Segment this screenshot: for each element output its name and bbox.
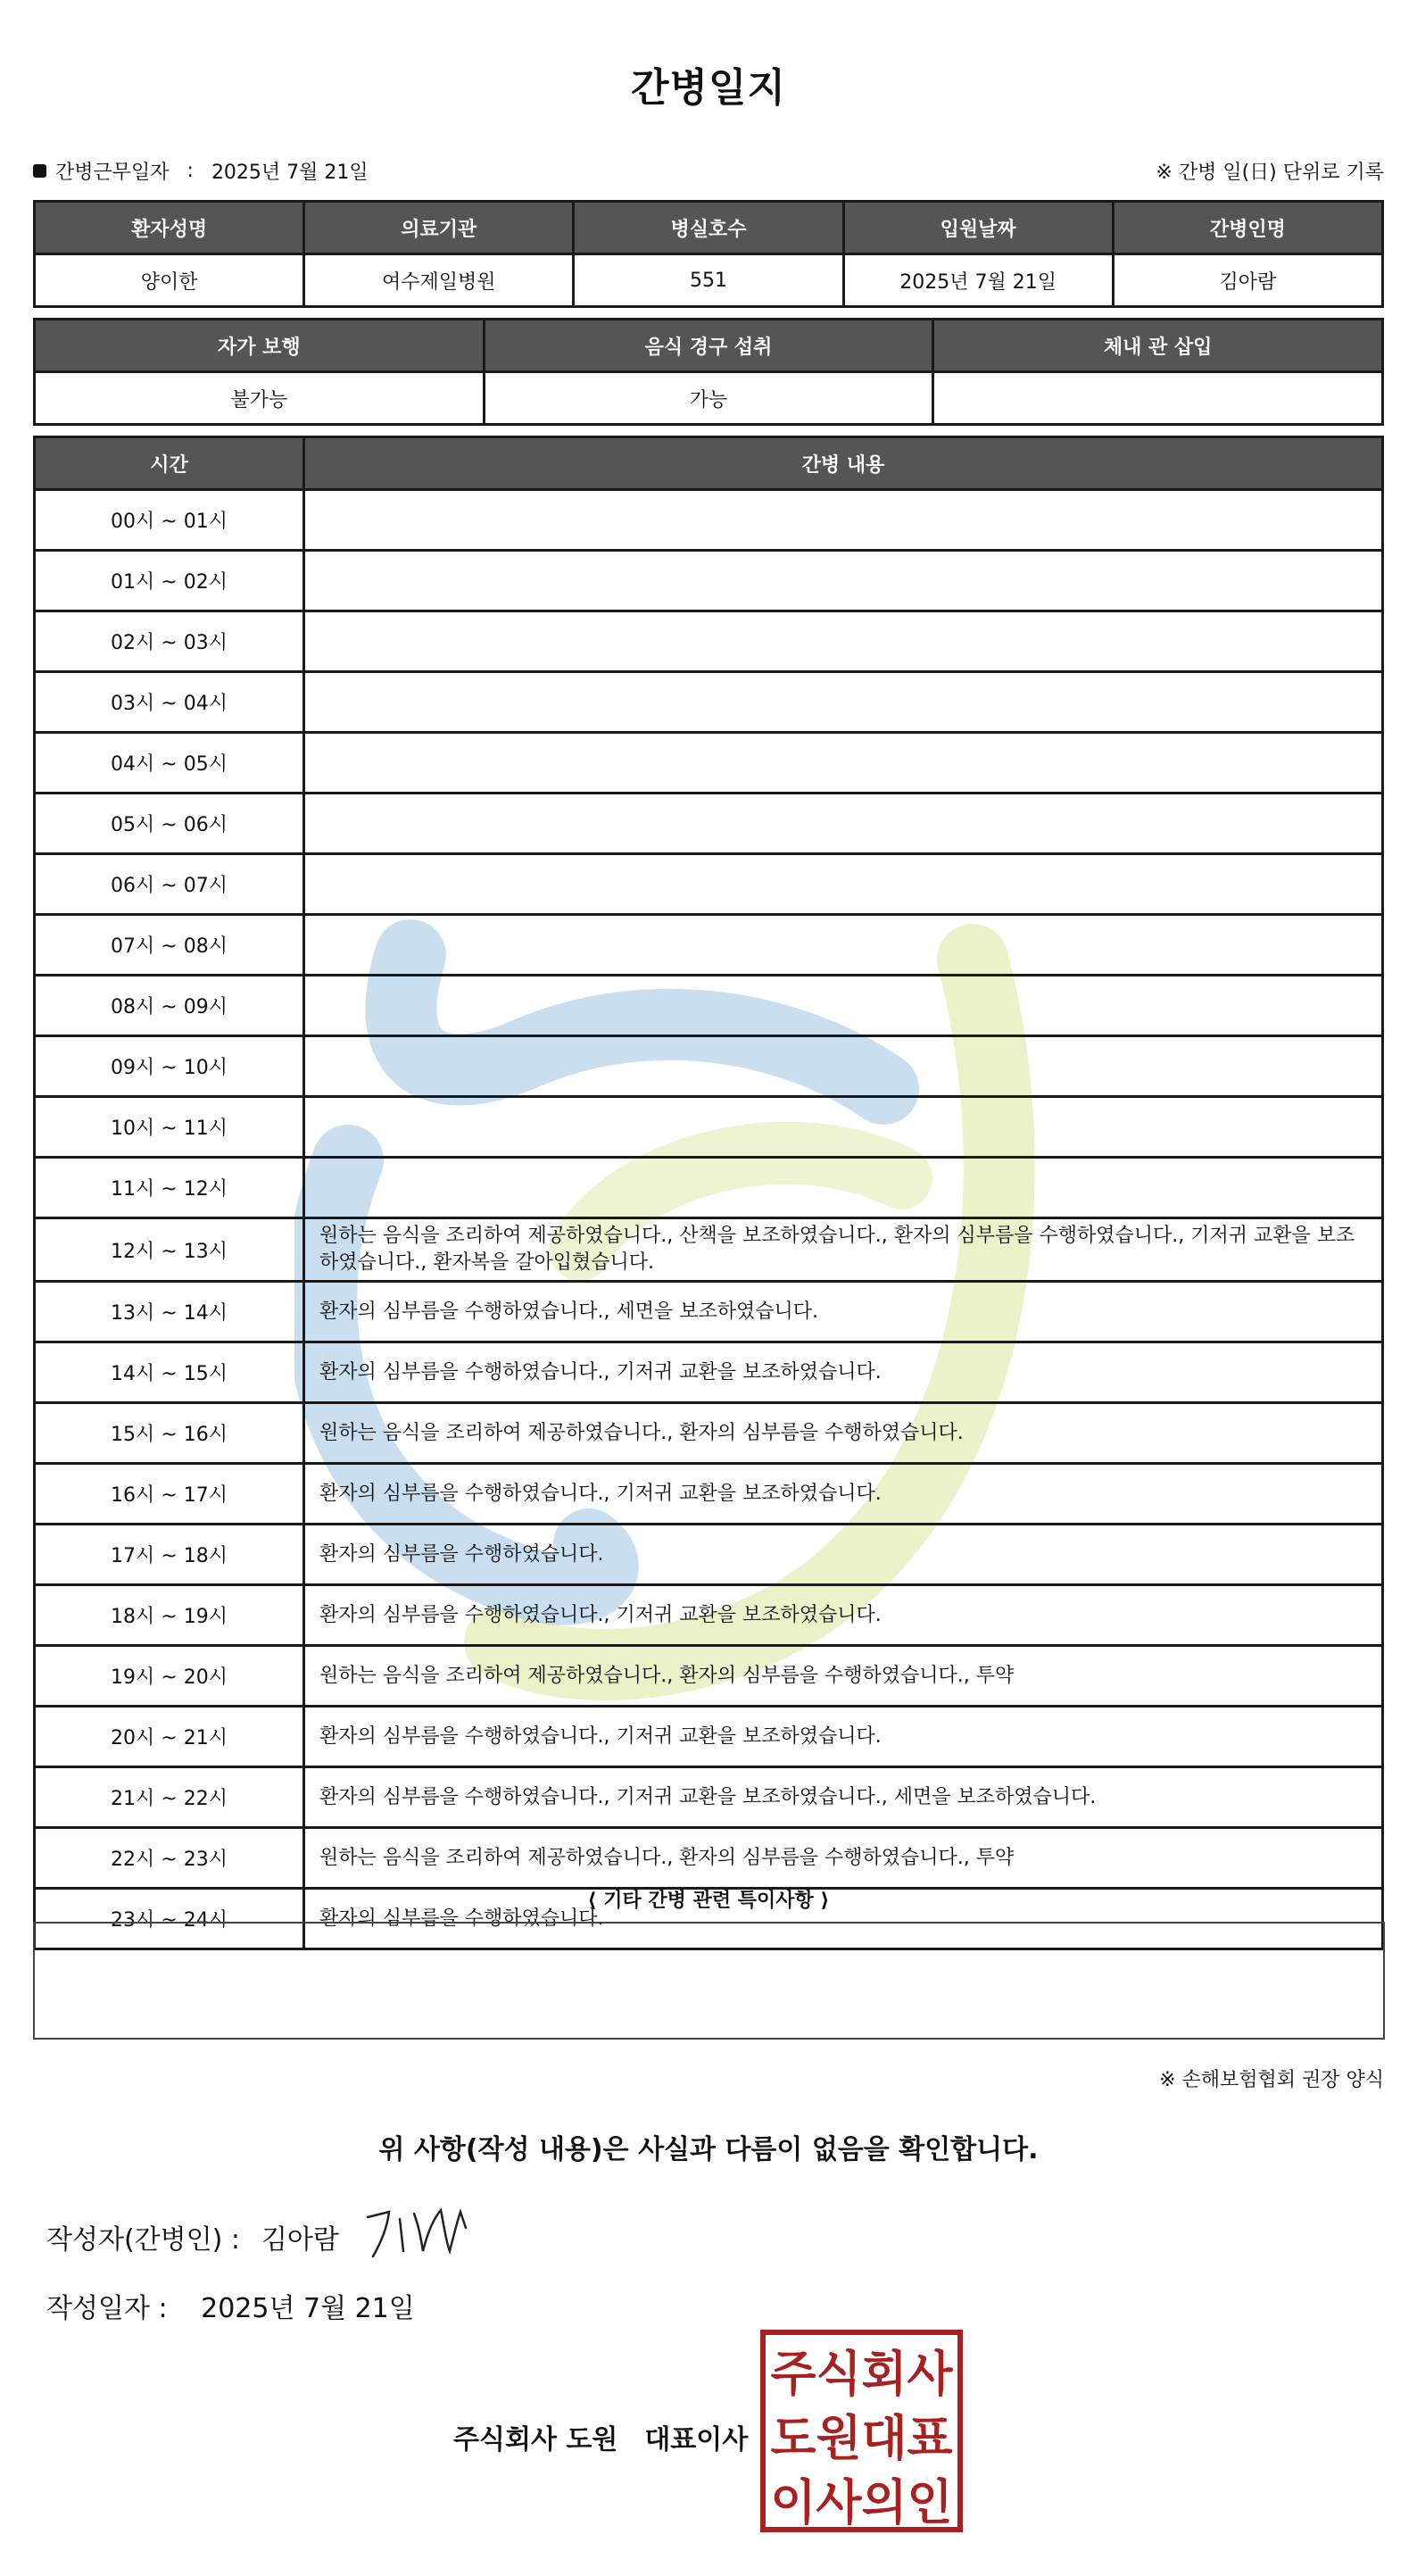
- log-content: [304, 915, 1383, 976]
- log-time: 09시 ~ 10시: [35, 1036, 304, 1097]
- company-signatory: 주식회사 도원 대표이사: [453, 2424, 749, 2456]
- room-number: 551: [574, 254, 843, 307]
- log-content: 환자의 심부름을 수행하였습니다.: [304, 1889, 1383, 1949]
- svg-text:이사의인: 이사의인: [770, 2474, 953, 2530]
- log-time: 20시 ~ 21시: [35, 1707, 304, 1767]
- log-time: 16시 ~ 17시: [35, 1464, 304, 1525]
- svg-text:주식회사: 주식회사: [770, 2346, 954, 2402]
- writer-name: 김아람: [261, 2224, 339, 2256]
- log-row: [35, 1767, 1383, 1828]
- self-walking-value: 불가능: [35, 372, 485, 425]
- log-row: [35, 1464, 1383, 1525]
- log-row: [35, 611, 1383, 672]
- log-row: [35, 1097, 1383, 1158]
- log-content: 원하는 음식을 조리하여 제공하였습니다., 환자의 심부름을 수행하였습니다.: [304, 1403, 1383, 1464]
- log-content: 원하는 음식을 조리하여 제공하였습니다., 환자의 심부름을 수행하였습니다., 투약: [304, 1828, 1383, 1889]
- written-date-line: [46, 2286, 415, 2325]
- log-content: [304, 1097, 1383, 1158]
- log-time: 19시 ~ 20시: [35, 1646, 304, 1707]
- log-row: [35, 794, 1383, 854]
- log-content: [304, 1158, 1383, 1218]
- written-date-label: 작성일자 :: [46, 2293, 168, 2324]
- log-content: [304, 490, 1383, 551]
- log-row: [35, 733, 1383, 794]
- work-date-line: [33, 157, 369, 185]
- log-content: [304, 976, 1383, 1036]
- log-content: 원하는 음식을 조리하여 제공하였습니다., 산책을 보조하였습니다., 환자의 심부름을 수행하였습니다., 기저귀 교환을 보조하였습니다., 환자복을 갈아입혔습니다.: [304, 1218, 1383, 1282]
- log-time: 05시 ~ 06시: [35, 794, 304, 854]
- record-unit-note: ※ 간병 일(日) 단위로 기록: [1156, 162, 1384, 184]
- writer-label: 작성자(간병인) :: [46, 2224, 240, 2256]
- patient-name: 양이한: [35, 254, 304, 307]
- header-room: 병실호수: [574, 202, 843, 254]
- log-row: [35, 915, 1383, 976]
- oral-intake-value: 가능: [484, 372, 933, 425]
- header-self-walking: 자가 보행: [35, 320, 485, 372]
- log-row: [35, 1525, 1383, 1585]
- log-content: 환자의 심부름을 수행하였습니다., 세면을 보조하였습니다.: [304, 1282, 1383, 1342]
- log-row: [35, 1158, 1383, 1218]
- log-row: [35, 1282, 1383, 1342]
- log-row: [35, 854, 1383, 915]
- log-time: 17시 ~ 18시: [35, 1525, 304, 1585]
- log-time: 03시 ~ 04시: [35, 672, 304, 733]
- header-oral-intake: 음식 경구 섭취: [484, 320, 933, 372]
- log-time: 07시 ~ 08시: [35, 915, 304, 976]
- log-content: 환자의 심부름을 수행하였습니다., 기저귀 교환을 보조하였습니다.: [304, 1585, 1383, 1646]
- log-content: 환자의 심부름을 수행하였습니다., 기저귀 교환을 보조하였습니다.: [304, 1464, 1383, 1525]
- header-time: 시간: [35, 437, 304, 490]
- care-log-table: [33, 436, 1384, 1950]
- work-date-separator: :: [186, 160, 194, 182]
- company-seal: [760, 2330, 963, 2532]
- patient-info-table: [33, 200, 1384, 308]
- log-time: 02시 ~ 03시: [35, 611, 304, 672]
- log-time: 08시 ~ 09시: [35, 976, 304, 1036]
- log-row: [35, 1707, 1383, 1767]
- log-row: [35, 1828, 1383, 1889]
- header-hospital: 의료기관: [304, 202, 574, 254]
- log-time: 01시 ~ 02시: [35, 551, 304, 611]
- log-content: [304, 854, 1383, 915]
- caregiver-name: 김아람: [1113, 254, 1382, 307]
- log-time: 23시 ~ 24시: [35, 1889, 304, 1949]
- log-content: [304, 672, 1383, 733]
- log-row: [35, 1036, 1383, 1097]
- bullet-icon: [33, 164, 46, 178]
- log-time: 18시 ~ 19시: [35, 1585, 304, 1646]
- log-content: [304, 611, 1383, 672]
- svg-text:도원대표: 도원대표: [770, 2410, 953, 2466]
- log-time: 12시 ~ 13시: [35, 1218, 304, 1282]
- writer-line: [46, 2217, 339, 2256]
- log-time: 15시 ~ 16시: [35, 1403, 304, 1464]
- log-row: [35, 1403, 1383, 1464]
- log-time: 22시 ~ 23시: [35, 1828, 304, 1889]
- notes-title: ⟨ 기타 간병 관련 특이사항 ⟩: [587, 1890, 830, 1912]
- log-time: 10시 ~ 11시: [35, 1097, 304, 1158]
- page-title: 간병일지: [630, 65, 786, 111]
- header-tube-insertion: 체내 관 삽입: [933, 320, 1383, 372]
- confirmation-statement: 위 사항(작성 내용)은 사실과 다름이 없음을 확인합니다.: [378, 2134, 1039, 2165]
- log-content: 원하는 음식을 조리하여 제공하였습니다., 환자의 심부름을 수행하였습니다., 투약: [304, 1646, 1383, 1707]
- log-time: 04시 ~ 05시: [35, 733, 304, 794]
- notes-box: [33, 1922, 1385, 2040]
- log-content: [304, 794, 1383, 854]
- log-row: [35, 976, 1383, 1036]
- tube-insertion-value: [933, 372, 1383, 425]
- header-care-content: 간병 내용: [304, 437, 1383, 490]
- log-content: 환자의 심부름을 수행하였습니다., 기저귀 교환을 보조하였습니다.: [304, 1342, 1383, 1403]
- log-time: 13시 ~ 14시: [35, 1282, 304, 1342]
- log-time: 00시 ~ 01시: [35, 490, 304, 551]
- written-date-value: 2025년 7월 21일: [201, 2293, 415, 2324]
- work-date-value: 2025년 7월 21일: [211, 162, 369, 184]
- log-row: [35, 672, 1383, 733]
- log-row: [35, 490, 1383, 551]
- log-row: [35, 1342, 1383, 1403]
- handwritten-signature: [360, 2201, 503, 2264]
- log-content: 환자의 심부름을 수행하였습니다., 기저귀 교환을 보조하였습니다.: [304, 1707, 1383, 1767]
- patient-status-table: [33, 318, 1384, 426]
- log-row: [35, 551, 1383, 611]
- log-time: 11시 ~ 12시: [35, 1158, 304, 1218]
- log-content: 환자의 심부름을 수행하였습니다.: [304, 1525, 1383, 1585]
- log-time: 14시 ~ 15시: [35, 1342, 304, 1403]
- work-date-label: 간병근무일자: [55, 162, 170, 184]
- log-row: [35, 1218, 1383, 1282]
- log-row: [35, 1585, 1383, 1646]
- log-content: [304, 551, 1383, 611]
- header-caregiver: 간병인명: [1113, 202, 1382, 254]
- log-content: [304, 733, 1383, 794]
- header-admission-date: 입원날짜: [843, 202, 1113, 254]
- hospital-name: 여수제일병원: [304, 254, 574, 307]
- admission-date: 2025년 7월 21일: [843, 254, 1113, 307]
- log-time: 06시 ~ 07시: [35, 854, 304, 915]
- log-content: [304, 1036, 1383, 1097]
- log-row: [35, 1646, 1383, 1707]
- header-patient-name: 환자성명: [35, 202, 304, 254]
- log-time: 21시 ~ 22시: [35, 1767, 304, 1828]
- form-source-note: ※ 손해보험협회 권장 양식: [1159, 2069, 1384, 2091]
- log-content: 환자의 심부름을 수행하였습니다., 기저귀 교환을 보조하였습니다., 세면을 보조하였습니다.: [304, 1767, 1383, 1828]
